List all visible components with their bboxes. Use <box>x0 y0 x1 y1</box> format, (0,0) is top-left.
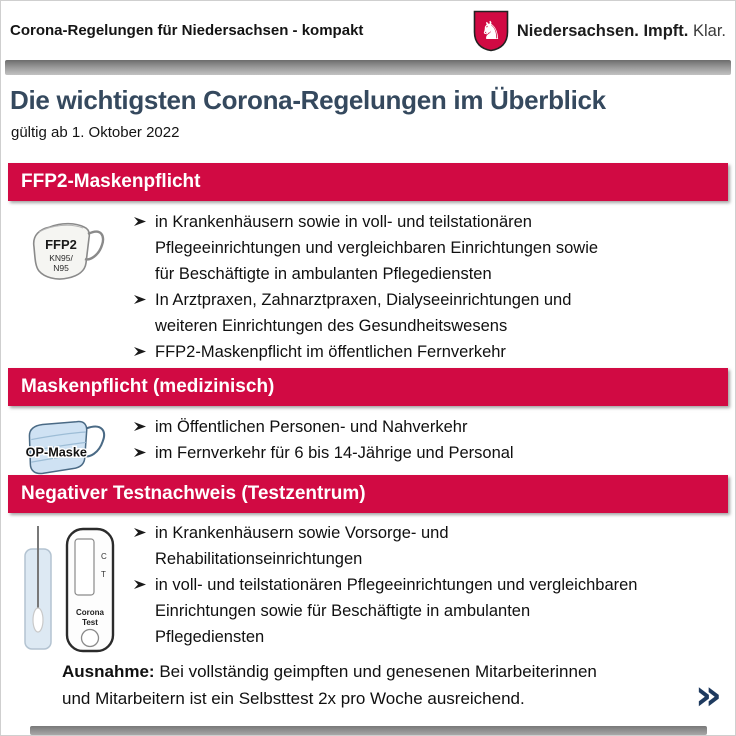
next-page-chevrons[interactable]: » <box>694 670 722 719</box>
banner-maskenpflicht-medizinisch: Maskenpflicht (medizinisch) <box>8 368 728 406</box>
sample-well <box>81 630 98 647</box>
surgical-mask-icon <box>0 414 133 475</box>
valid-from-subtitle: gültig ab 1. Oktober 2022 <box>11 124 180 141</box>
op-maske-bullet-list <box>133 414 736 475</box>
section-op-maske-content <box>0 406 736 475</box>
arrow-bullet-icon <box>133 215 155 233</box>
banner-negativer-testnachweis: Negativer Testnachweis (Testzentrum) <box>8 475 728 513</box>
arrow-bullet-icon <box>133 446 155 464</box>
exception-label: Ausnahme: <box>62 662 155 681</box>
arrow-bullet-icon <box>133 345 155 363</box>
exception-text-line2: und Mitarbeitern ist ein Selbsttest 2x pro Woche ausreichend. <box>62 689 525 708</box>
section-test-content <box>0 513 736 659</box>
bullet-line: im Öffentlichen Personen- und Nahverkehr <box>155 418 468 436</box>
bullet-line: weiteren Einrichtungen des Gesundheitswesens <box>155 317 508 335</box>
list-item <box>133 287 736 339</box>
arrow-bullet-icon <box>133 578 155 596</box>
bullet-line: Pflegeeinrichtungen und vergleichbaren Einrichtungen sowie <box>155 239 599 257</box>
list-item <box>133 339 736 365</box>
bullet-line: in Krankenhäusern sowie in voll- und teilstationären <box>155 213 532 231</box>
niedersachsen-logo <box>473 10 726 52</box>
swab-tip <box>33 608 43 632</box>
logo-text-regular: Klar. <box>692 21 726 40</box>
list-item <box>133 440 736 466</box>
bullet-line: In Arztpraxen, Zahnarztpraxen, Dialyseeinrichtungen und <box>155 291 572 309</box>
bullet-line: in voll- und teilstationären Pflegeeinrichtungen und vergleichbaren <box>155 576 638 594</box>
logo-text-bold: Niedersachsen. Impft. <box>516 21 689 40</box>
bullet-line: Pflegediensten <box>155 628 265 646</box>
op-maske-label: OP-Maske <box>25 445 87 460</box>
test-bullet-list <box>133 520 736 659</box>
logo-wordmark <box>517 22 726 41</box>
top-divider-bar <box>5 60 731 75</box>
result-window <box>75 539 94 595</box>
coat-of-arms-icon <box>473 10 509 52</box>
arrow-bullet-icon <box>133 420 155 438</box>
control-line-label: C <box>100 552 107 561</box>
arrow-bullet-icon <box>133 293 155 311</box>
cassette-name-line1: Corona <box>75 608 104 617</box>
page-header-title: Corona-Regelungen für Niedersachsen - kompakt <box>10 22 364 39</box>
list-item <box>133 414 736 440</box>
section-ffp2-content <box>0 201 736 368</box>
cassette-name-line2: Test <box>81 618 98 627</box>
kn95-label: KN95/ <box>48 253 73 263</box>
bottom-divider-bar <box>30 726 707 735</box>
bullet-line: im Fernverkehr für 6 bis 14-Jährige und Personal <box>155 444 514 462</box>
ffp2-mask-icon <box>0 209 133 368</box>
exception-note <box>62 658 668 712</box>
list-item <box>133 520 736 572</box>
bullet-line: für Beschäftigte in ambulanten Pflegediensten <box>155 265 492 283</box>
bullet-line: in Krankenhäusern sowie Vorsorge- und <box>155 524 449 542</box>
saxon-steed-horse-icon: ♞ <box>479 16 503 45</box>
bullet-line: FFP2-Maskenpflicht im öffentlichen Fernverkehr <box>155 343 506 361</box>
list-item <box>133 572 736 650</box>
ffp2-label: FFP2 <box>44 237 77 252</box>
exception-text-line1: Bei vollständig geimpften und genesenen Mitarbeiterinnen <box>159 662 597 681</box>
test-line-label: T <box>100 570 106 579</box>
sections-container <box>0 163 736 659</box>
page-title: Die wichtigsten Corona-Regelungen im Überblick <box>10 85 606 115</box>
ffp2-bullet-list <box>133 209 736 368</box>
arrow-bullet-icon <box>133 526 155 544</box>
n95-label: N95 <box>52 263 69 273</box>
banner-ffp2-maskenpflicht: FFP2-Maskenpflicht <box>8 163 728 201</box>
list-item <box>133 209 736 287</box>
bullet-line: Einrichtungen sowie für Beschäftigte in ambulanten <box>155 602 531 620</box>
bullet-line: Rehabilitationseinrichtungen <box>155 550 363 568</box>
corona-test-kit-icon <box>0 520 133 659</box>
